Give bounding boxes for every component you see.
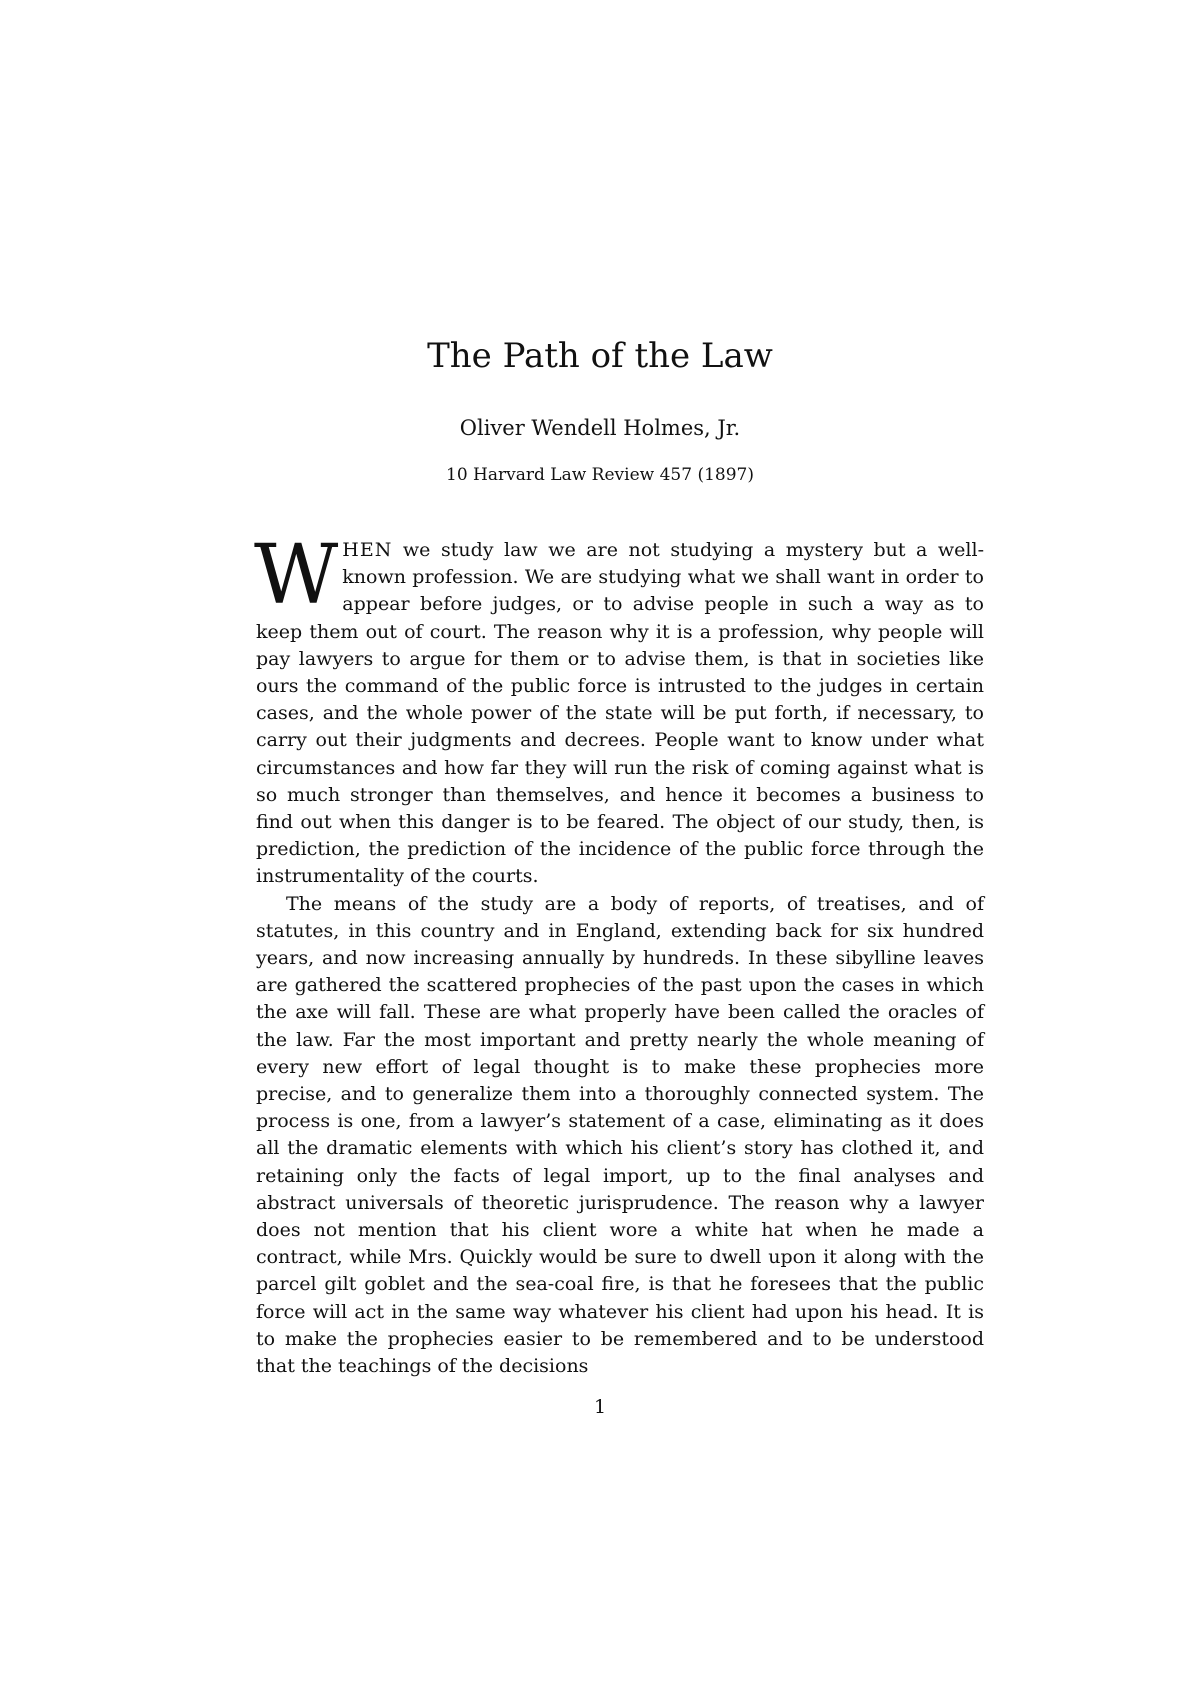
paragraph: The means of the study are a body of reports, of treatises, and of statutes, in this country and in England, extending back for six hundred years, and now increasing annually by hundreds. In these sibylline leaves are gathered the scattered prophecies of the past upon the cases in which the axe will fall. These are what properly have been called the oracles of the law. Far the most important and pretty nearly the whole meaning of every new effort of legal thought is to make these prophecies more precise, and to generalize them into a thoroughly connected system. The process is one, from a lawyer’s statement of a case, eliminating as it does all the dramatic elements with which his client’s story has clothed it, and retaining only the facts of legal import, up to the final analyses and abstract universals of theoretic jurisprudence. The reason why a lawyer does not mention that his client wore a white hat when he made a contract, while Mrs. Quickly would be sure to dwell upon it along with the parcel gilt goblet and the sea-coal fire, is that he foresees that the public force will act in the same way whatever his client had upon his head. It is to make the prophecies easier to be remembered and to be understood that the teachings of the decisions xyxy=(256,892,984,1378)
opening-word: HEN xyxy=(342,539,393,561)
author-name: Oliver Wendell Holmes, Jr. xyxy=(459,416,741,440)
paragraph-text: we study law we are not studying a mystery but a well-known profession. We are studying what we shall want in order to appear before judges, or to advise people in such a way as to keep them out of court. The reason why it is a profession, why people will pay lawyers to argue for them or to advise them, is that in societies like ours the command of the public force is intrusted to the judges in certain cases, and the whole power of the state will be put forth, if necessary, to carry out their judgments and decrees. People want to know under what circumstances and how far they will run the risk of coming against what is so much stronger than themselves, and hence it becomes a business to find out when this danger is to be feared. The object of our study, then, is prediction, the prediction of the incidence of the public force through the instrumentality of the courts. xyxy=(256,539,984,888)
page-number: 1 xyxy=(593,1396,607,1418)
body-text xyxy=(254,528,984,1380)
paragraph xyxy=(254,528,984,891)
citation: 10 Harvard Law Review 457 (1897) xyxy=(446,465,754,485)
drop-cap: W xyxy=(254,528,339,623)
document-title: The Path of the Law xyxy=(427,336,773,376)
